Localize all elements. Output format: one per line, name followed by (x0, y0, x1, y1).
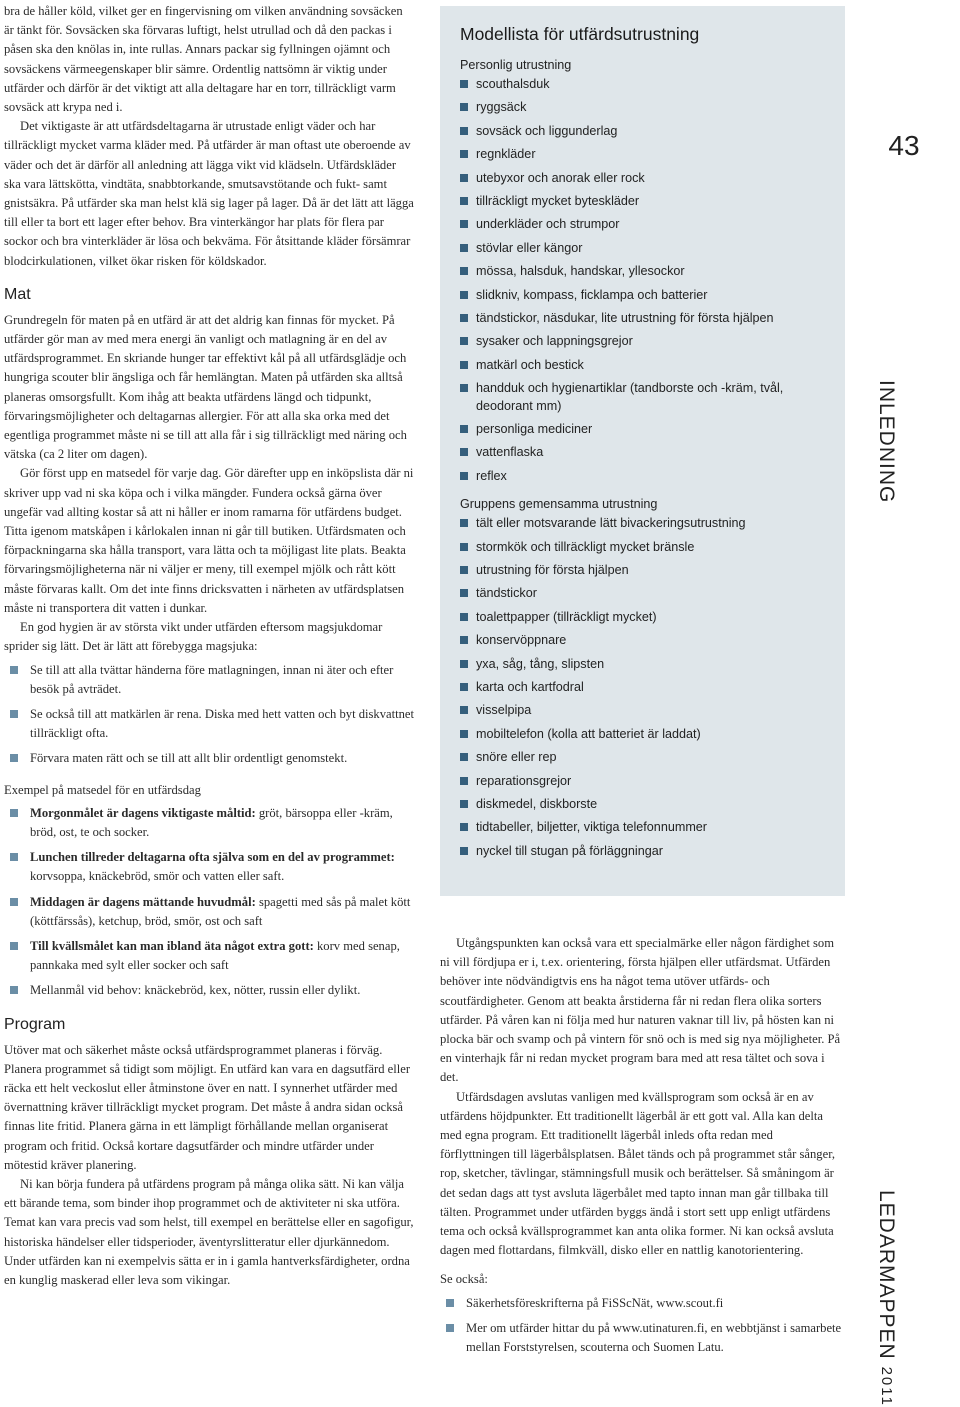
list-item: personliga mediciner (460, 421, 833, 439)
section-heading-mat: Mat (4, 285, 31, 303)
menu-label: Exempel på matsedel för en utfärdsdag (4, 782, 201, 797)
page-number: 43 (888, 130, 920, 161)
list-item: scouthalsduk (460, 76, 833, 94)
list-item: utrustning för första hjälpen (460, 562, 833, 580)
group-equipment-label: Gruppens gemensamma utrustning (460, 497, 658, 512)
list-item: utebyxor och anorak eller rock (460, 170, 833, 188)
list-item: regnkläder (460, 146, 833, 164)
paragraph: bra de håller köld, vilket ger en fingervisning om vilken användning sovsäcken är tänkt för. Sovsäcken ska förvaras luftigt, helst utrullad och då den packas i påsen ska den knölas in, inte rullas. Annars packar sig fyllningen ojämnt och sovsäckens värmeegenskaper blir sämre. Ordentlig nattsömn är viktig under utfärder och därför är det viktigt att alla deltagare har en torr, tillräckligt varm sovsäck att krypa ned i. (4, 4, 403, 115)
list-item: tändstickor, näsdukar, lite utrustning för första hjälpen (460, 310, 833, 328)
section-label: INLEDNING (875, 380, 898, 504)
meal-text: korv med senap, pannkaka med sylt eller socker och saft (30, 938, 400, 973)
hygiene-list (4, 661, 414, 769)
list-item: Säkerhetsföreskrifterna på FiSScNät, www.scout.fi (440, 1294, 845, 1313)
meal-text: gröt, bärsoppa eller -kräm, bröd, ost, te och socker. (30, 805, 393, 839)
list-item: vattenflaska (460, 444, 833, 462)
list-item: tidtabeller, biljetter, viktiga telefonnummer (460, 819, 833, 837)
paragraph: Ni kan börja fundera på utfärdens program på många olika sätt. Ni kan välja ett bärande tema, som binder ihop programmet och de aktiviteter ni ska utföra. Temat kan vara precis vad som helst, till exempel en berättelse eller en sagofigur, historiska händelser eller tidsperioder, äventyrslitteratur eller djurkännedom. Under utfärden kan ni exempelvis sätta er in i gamla hantverksfärdigheter, ordna en kunglig maskerad eller leva som vikingar. (4, 1176, 414, 1287)
personal-equipment-label: Personlig utrustning (460, 58, 572, 72)
see-also-label: Se också: (440, 1272, 488, 1287)
list-item: karta och kartfodral (460, 679, 833, 697)
group-equipment-list (460, 515, 833, 860)
list-item (4, 848, 414, 886)
list-item: diskmedel, diskborste (460, 796, 833, 814)
meal-text: spagetti med sås på malet kött (köttfärssås), ketchup, bröd, smör, ost och saft (30, 894, 411, 928)
right-column (440, 934, 845, 1363)
list-item: mobiltelefon (kolla att batteriet är laddat) (460, 726, 833, 744)
meal-title: Lunchen tillreder deltagarna ofta själva som en del av programmet: (30, 850, 395, 865)
section-heading-program: Program (4, 1015, 66, 1033)
publication-year: 2011 (878, 1366, 895, 1407)
list-item: handduk och hygienartiklar (tandborste och -kräm, tvål, deodorant mm) (460, 380, 833, 415)
paragraph: Grundregeln för maten på en utfärd är att det aldrig kan finnas för mycket. På utfärder gör man av med mera energi än vanligt och matlagning är en del av utfärdsprogrammet. En skriande hunger tar effektivt kål på all utfärdsglädje och hungriga scouter blir ängsliga och får hemlängtan. Maten på utfärden ska alltså planeras omsorgsfullt. Kom ihåg att beakta utfärdens längd och tidpunkt, förvaringsmöjligheter och deltagarnas allergier. För att alla ska orka med det egentliga programmet måste ni se till att alla får i sig tillräckligt med näring och vätska (ca 2 liter om dagen). (4, 312, 407, 462)
list-item (4, 804, 414, 842)
publication-label (874, 1190, 898, 1407)
list-item: reparationsgrejor (460, 773, 833, 791)
list-item: yxa, såg, tång, slipsten (460, 656, 833, 674)
paragraph: Utöver mat och säkerhet måste också utfärdsprogrammet planeras i förväg. Planera programmet så tidigt som möjligt. En utfärd kan vara en dagsutfärd eller räcka ett helt veckoslut eller åtminstone över en natt. I synnerhet utfärder med övernattning kräver tillräckligt mycket program. Det måste å andra sidan också finnas lite fritid. Planera gärna in ett lämpligt förhållande mellan organiserat program och fritid. Också kortare dagsutfärder och mindre utfärder under mötestid kräver planering. (4, 1042, 411, 1172)
see-also-list (440, 1294, 845, 1358)
list-item: toalettpapper (tillräckligt mycket) (460, 609, 833, 627)
list-item: sysaker och lappningsgrejor (460, 333, 833, 351)
list-item: konservöppnare (460, 632, 833, 650)
meal-title: Middagen är dagens mättande huvudmål: (30, 894, 256, 909)
equipment-box (440, 6, 845, 896)
list-item: Se också till att matkärlen är rena. Diska med hett vatten och byt diskvattnet tillräckligt ofta. (4, 705, 414, 743)
paragraph: En god hygien är av största vikt under utfärden eftersom magsjukdomar sprider sig lätt. Det är lätt att förebygga magsjuka: (4, 620, 383, 654)
publication-name: LEDARMAPPEN (875, 1190, 898, 1360)
list-item: tändstickor (460, 585, 833, 603)
list-item: Mer om utfärder hittar du på www.utinaturen.fi, en webbtjänst i samarbete mellan Forststyrelsen, scouterna och Suomen Latu. (440, 1319, 845, 1357)
meal-text: Mellanmål vid behov: knäckebröd, kex, nötter, russin eller dylikt. (30, 983, 361, 998)
list-item: matkärl och bestick (460, 357, 833, 375)
meal-title: Morgonmålet är dagens viktigaste måltid: (30, 805, 256, 820)
menu-list (4, 804, 414, 1001)
list-item: sovsäck och liggunderlag (460, 123, 833, 141)
list-item (4, 893, 414, 931)
list-item: ryggsäck (460, 99, 833, 117)
list-item: stormkök och tillräckligt mycket bränsle (460, 539, 833, 557)
list-item (4, 937, 414, 975)
list-item: reflex (460, 468, 833, 486)
list-item: mössa, halsduk, handskar, yllesockor (460, 263, 833, 281)
list-item: Förvara maten rätt och se till att allt blir ordentligt genomstekt. (4, 749, 414, 768)
list-item: tillräckligt mycket byteskläder (460, 193, 833, 211)
list-item: nyckel till stugan på förläggningar (460, 843, 833, 861)
list-item: Se till att alla tvättar händerna före matlagningen, innan ni äter och efter besök på avträdet. (4, 661, 414, 699)
left-column (4, 2, 414, 1290)
list-item: snöre eller rep (460, 749, 833, 767)
meal-text: korvsoppa, knäckebröd, smör och vatten eller saft. (30, 869, 285, 884)
paragraph: Utfärdsdagen avslutas vanligen med kvällsprogram som också är en av utfärdens höjdpunkter. Ett traditionellt lägerbål är ett gott val. Alla kan delta med egna program. Ett traditionellt lägerbål inleds ofta redan med förflyttningen till lägerbålsplatsen. Bålet tänds och på programmet står sånger, rop, sketcher, tävlingar, stämningsfull musik och berättelser. Så småningom är det sedan dags att tyst avsluta lägerbålet med tapto innan man går tillbaka till tälten. Programmet under utfärden byggs ändå i stort sett upp enligt utfärdens tema och också kvällsprogrammet kan anta olika former. Ni kan också avsluta dagen med flottardans, filmkväll, disko eller en nattlig kanotorientering. (440, 1089, 836, 1258)
list-item: slidkniv, kompass, ficklampa och batterier (460, 287, 833, 305)
box-title: Modellista för utfärdsutrustning (460, 24, 700, 44)
list-item: stövlar eller kängor (460, 240, 833, 258)
list-item: underkläder och strumpor (460, 216, 833, 234)
paragraph: Gör först upp en matsedel för varje dag. Gör därefter upp en inköpslista där ni skriver upp vad ni ska köpa och i vilka mängder. Fundera också gärna över ungefär vad allting kostar så att ni håller er inom ramarna för utfärdens budget. Titta igenom matskåpen i kårlokalen innan ni går till butiken. Utfärdsmaten och förpackningarna ska hålla transport, vara lätta och ta möjligast lite plats. Beakta förvaringsmöjligheterna när ni väljer er meny, till exempel mjölk och rått kött måste förvaras kallt. Om det inte finns dricksvatten i närheten av utfärdsplatsen måste ni transportera dit vatten i dunkar. (4, 466, 414, 615)
personal-equipment-list (460, 76, 833, 485)
list-item: visselpipa (460, 702, 833, 720)
paragraph: Det viktigaste är att utfärdsdeltagarna är utrustade enligt väder och har tillräckligt mycket varma kläder med. På utfärder är man oftast ute oberoende av väder och det är därför all anledning att lägga vikt vid klädseln. Utfärdskläder ska vara lättskötta, vindtäta, snabbtorkande, smutsavstötande och fukt- samt gnistsäkra. På utfärder ska man helst klä sig lager på lager. Då är det lätt att lägga till eller ta bort ett lager efter behov. Bra vinterkängor har plats för flera par sockor och bra vinterkläder är lösa och bekväma. För åtsittande kläder försämrar blodcirkulationen, vilket ökar risken för köldskador. (4, 119, 414, 268)
list-item: tält eller motsvarande lätt bivackeringsutrustning (460, 515, 833, 533)
meal-title: Till kvällsmålet kan man ibland äta något extra gott: (30, 938, 314, 953)
list-item (4, 981, 414, 1000)
paragraph: Utgångspunkten kan också vara ett specialmärke eller någon färdighet som ni vill fördjupa er i, t.ex. orientering, första hjälpen eller utfärdsmat. Utfärden behöver inte nödvändigtvis ens ha något tema utöver utfärds- och scoutfärdigheter. Genom att beakta årstiderna får ni redan flera olika sorters utfärder. På våren kan ni följa med hur naturen vaknar till liv, på hösten kan ni plocka bär och svamp och på vintern för snö och is med sig nya möjligheter. På en vinterhajk får ni redan mycket program bara med att resa tältet och sova i det. (440, 936, 841, 1085)
